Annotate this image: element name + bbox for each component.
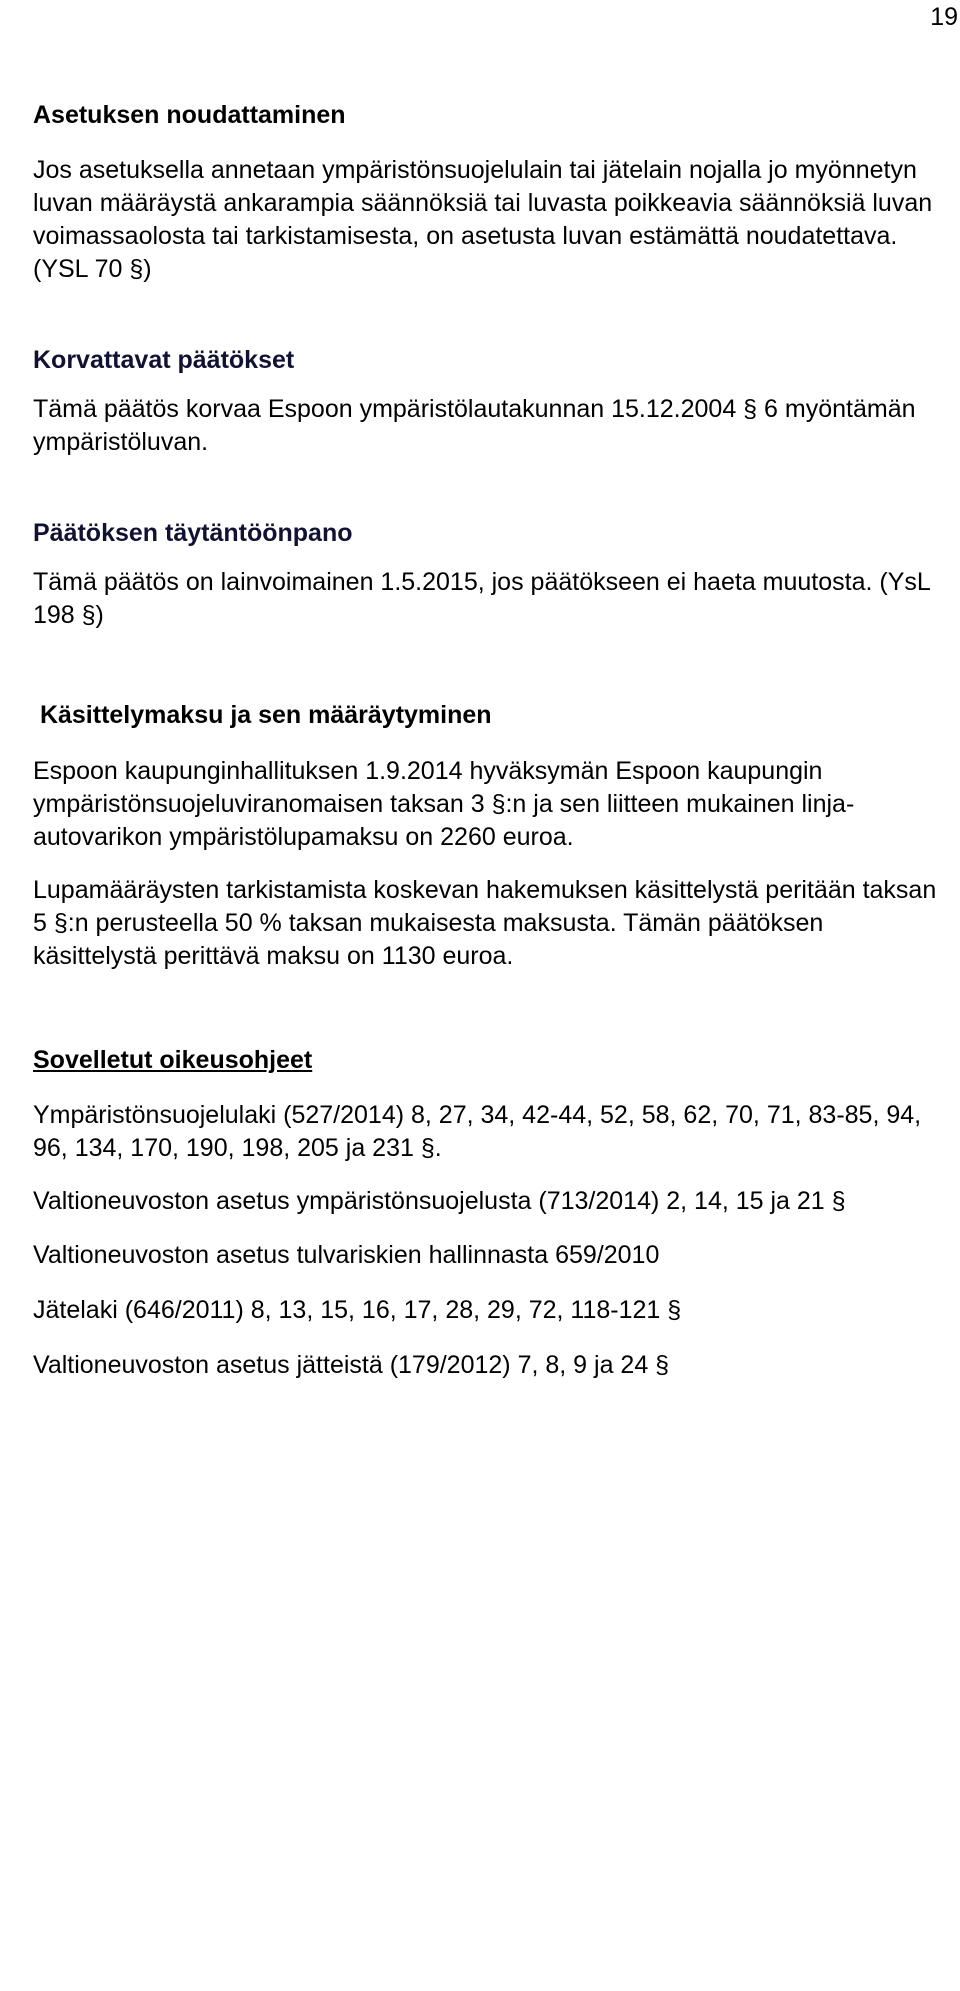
heading-kasittelymaksu: Käsittelymaksu ja sen määräytyminen — [33, 701, 492, 729]
law-reference-item: Valtioneuvoston asetus jätteistä (179/2012) 7, 8, 9 ja 24 § — [33, 1351, 670, 1379]
heading-asetuksen-noudattaminen: Asetuksen noudattaminen — [33, 101, 346, 129]
paragraph-korvattavat: Tämä päätös korvaa Espoon ympäristölautakunnan 15.12.2004 § 6 myöntämän ympäristöluvan. — [33, 395, 916, 456]
heading-paatoksen-taytantoonpano: Päätöksen täytäntöönpano — [33, 519, 353, 547]
paragraph-asetuksen: Jos asetuksella annetaan ympäristönsuojelulain tai jätelain nojalla jo myönnetyn luvan määräystä ankarampia säännöksiä tai luvasta poikkeavia säännöksiä luvan voimassaolosta tai tarkistamisesta, on asetusta luvan estämättä noudatettava. (YSL 70 §) — [33, 156, 933, 283]
heading-sovelletut-oikeusohjeet: Sovelletut oikeusohjeet — [33, 1046, 313, 1074]
paragraph-taytantoonpano: Tämä päätös on lainvoimainen 1.5.2015, jos päätökseen ei haeta muutosta. (YsL 198 §) — [33, 568, 930, 629]
paragraph-kasittelymaksu-1: Espoon kaupunginhallituksen 1.9.2014 hyväksymän Espoon kaupungin ympäristönsuojeluviranomaisen taksan 3 §:n ja sen liitteen mukainen linja-autovarikon ympäristölupamaksu on 2260 euroa. — [33, 757, 855, 851]
law-reference-item: Valtioneuvoston asetus tulvariskien hallinnasta 659/2010 — [33, 1241, 660, 1269]
law-reference-item: Jätelaki (646/2011) 8, 13, 15, 16, 17, 28, 29, 72, 118-121 § — [33, 1296, 682, 1324]
law-reference-item: Valtioneuvoston asetus ympäristönsuojelusta (713/2014) 2, 14, 15 ja 21 § — [33, 1187, 846, 1215]
paragraph-kasittelymaksu-2: Lupamääräysten tarkistamista koskevan hakemuksen käsittelystä peritään taksan 5 §:n perusteella 50 % taksan mukaisesta maksusta. Tämän päätöksen käsittelystä perittävä maksu on 1130 euroa. — [33, 876, 937, 970]
page-number: 19 — [930, 3, 958, 31]
heading-korvattavat-paatokset: Korvattavat päätökset — [33, 346, 295, 374]
law-reference-item: Ympäristönsuojelulaki (527/2014) 8, 27, 34, 42-44, 52, 58, 62, 70, 71, 83-85, 94, 96, 134, 170, 190, 198, 205 ja 231 §. — [33, 1101, 922, 1162]
document-body — [33, 100, 943, 1382]
